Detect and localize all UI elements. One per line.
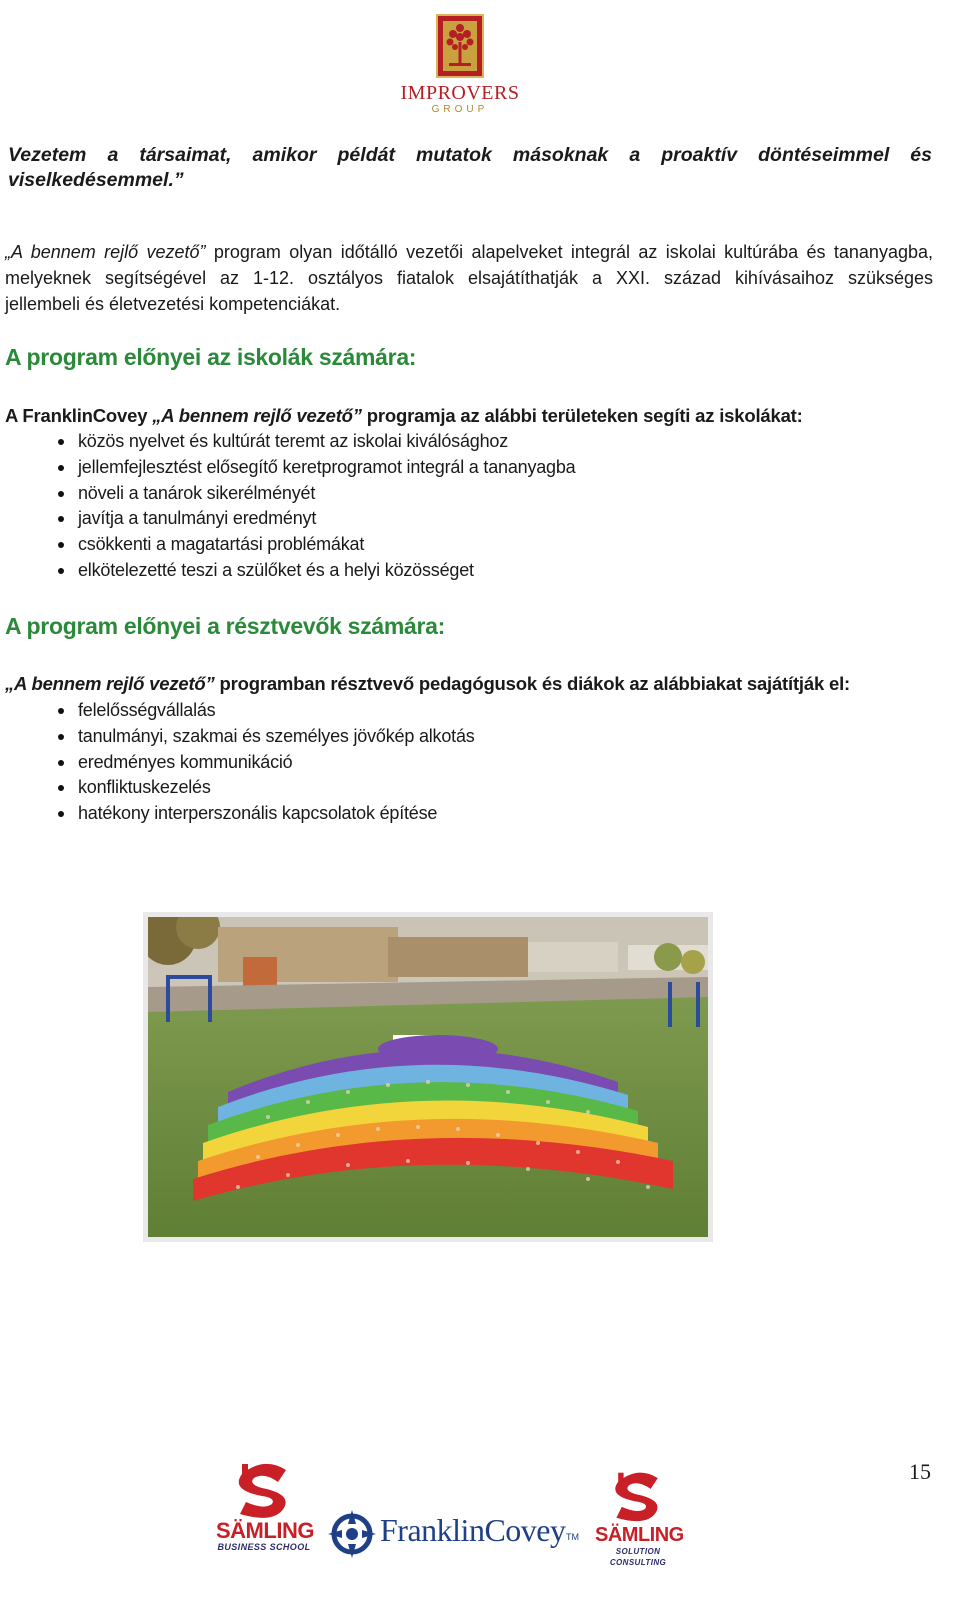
- list-item: közös nyelvet és kultúrát teremt az iskolai kiválósághoz: [58, 429, 576, 455]
- section-lead-schools: [5, 405, 803, 427]
- samling-right-sub: SOLUTION CONSULTING: [609, 1547, 667, 1567]
- compass-icon: [328, 1510, 376, 1558]
- students-rainbow-image: [148, 917, 708, 1237]
- samling-right-name: SÄMLING: [595, 1524, 684, 1546]
- section-heading-participants: A program előnyei a résztvevők számára:: [5, 613, 445, 639]
- samling-business-school-logo: [216, 1462, 312, 1553]
- benefits-list-participants: [58, 698, 475, 827]
- trademark-mark: TM: [566, 1532, 579, 1542]
- list-item: javítja a tanulmányi eredményt: [58, 506, 576, 532]
- page-number: 15: [909, 1459, 931, 1484]
- samling-left-name: SÄMLING: [216, 1518, 314, 1543]
- improvers-group-logo: [398, 14, 522, 126]
- samling-solution-consulting-logo: [595, 1470, 684, 1568]
- list-item: felelősségvállalás: [58, 698, 475, 724]
- list-item: tanulmányi, szakmai és személyes jövőkép alkotás: [58, 724, 475, 750]
- benefits-list-schools: [58, 429, 576, 584]
- lead-text-a: A FranklinCovey: [5, 405, 153, 426]
- lead-program-title: „A bennem rejlő vezető”: [152, 405, 362, 426]
- franklincovey-name: FranklinCovey: [380, 1512, 566, 1548]
- intro-bold-line-2: viselkedésemmel.”: [8, 169, 184, 191]
- list-item: hatékony interperszonális kapcsolatok építése: [58, 801, 475, 827]
- samling-left-sub: BUSINESS SCHOOL: [217, 1542, 311, 1552]
- list-item: konfliktuskezelés: [58, 775, 475, 801]
- section-heading-schools: A program előnyei az iskolák számára:: [5, 344, 417, 370]
- franklincovey-logo: [328, 1508, 578, 1563]
- samling-s-icon: [611, 1470, 665, 1524]
- lead-text-b: programban résztvevő pedagógusok és diákok az alábbiakat sajátítják el:: [214, 673, 850, 694]
- samling-s-icon: [234, 1462, 294, 1520]
- lead-text-b: programja az alábbi területeken segíti az iskolákat:: [361, 405, 803, 426]
- list-item: jellemfejlesztést elősegítő keretprogramot integrál a tananyagba: [58, 455, 576, 481]
- list-item: eredményes kommunikáció: [58, 750, 475, 776]
- paragraph-line-1: [5, 239, 933, 265]
- list-item: növeli a tanárok sikerélményét: [58, 481, 576, 507]
- list-item: elkötelezetté teszi a szülőket és a helyi közösséget: [58, 558, 576, 584]
- logo-subtitle: GROUP: [431, 104, 489, 115]
- paragraph-line-1-text: program olyan időtálló vezetői alapelveket integrál az iskolai kultúrába és tananyagba,: [205, 242, 933, 262]
- logo-name: IMPROVERS: [400, 82, 520, 104]
- lead-program-title: „A bennem rejlő vezető”: [5, 673, 215, 694]
- intro-paragraph: [5, 239, 933, 317]
- tree-emblem-icon: [436, 14, 484, 78]
- section-lead-participants: [5, 673, 850, 695]
- program-title-italic: „A bennem rejlő vezető”: [5, 242, 206, 262]
- paragraph-line-2: melyeknek segítségével az 1-12. osztályos fiatalok elsajátíthatják a XXI. század kihívásaihoz szükséges: [5, 268, 933, 288]
- school-group-photo: [143, 912, 713, 1242]
- list-item: csökkenti a magatartási problémákat: [58, 532, 576, 558]
- intro-bold-line-1: Vezetem a társaimat, amikor példát mutatok másoknak a proaktív döntéseimmel és: [8, 144, 932, 166]
- paragraph-line-3: jellembeli és életvezetési kompetenciákat.: [5, 294, 341, 314]
